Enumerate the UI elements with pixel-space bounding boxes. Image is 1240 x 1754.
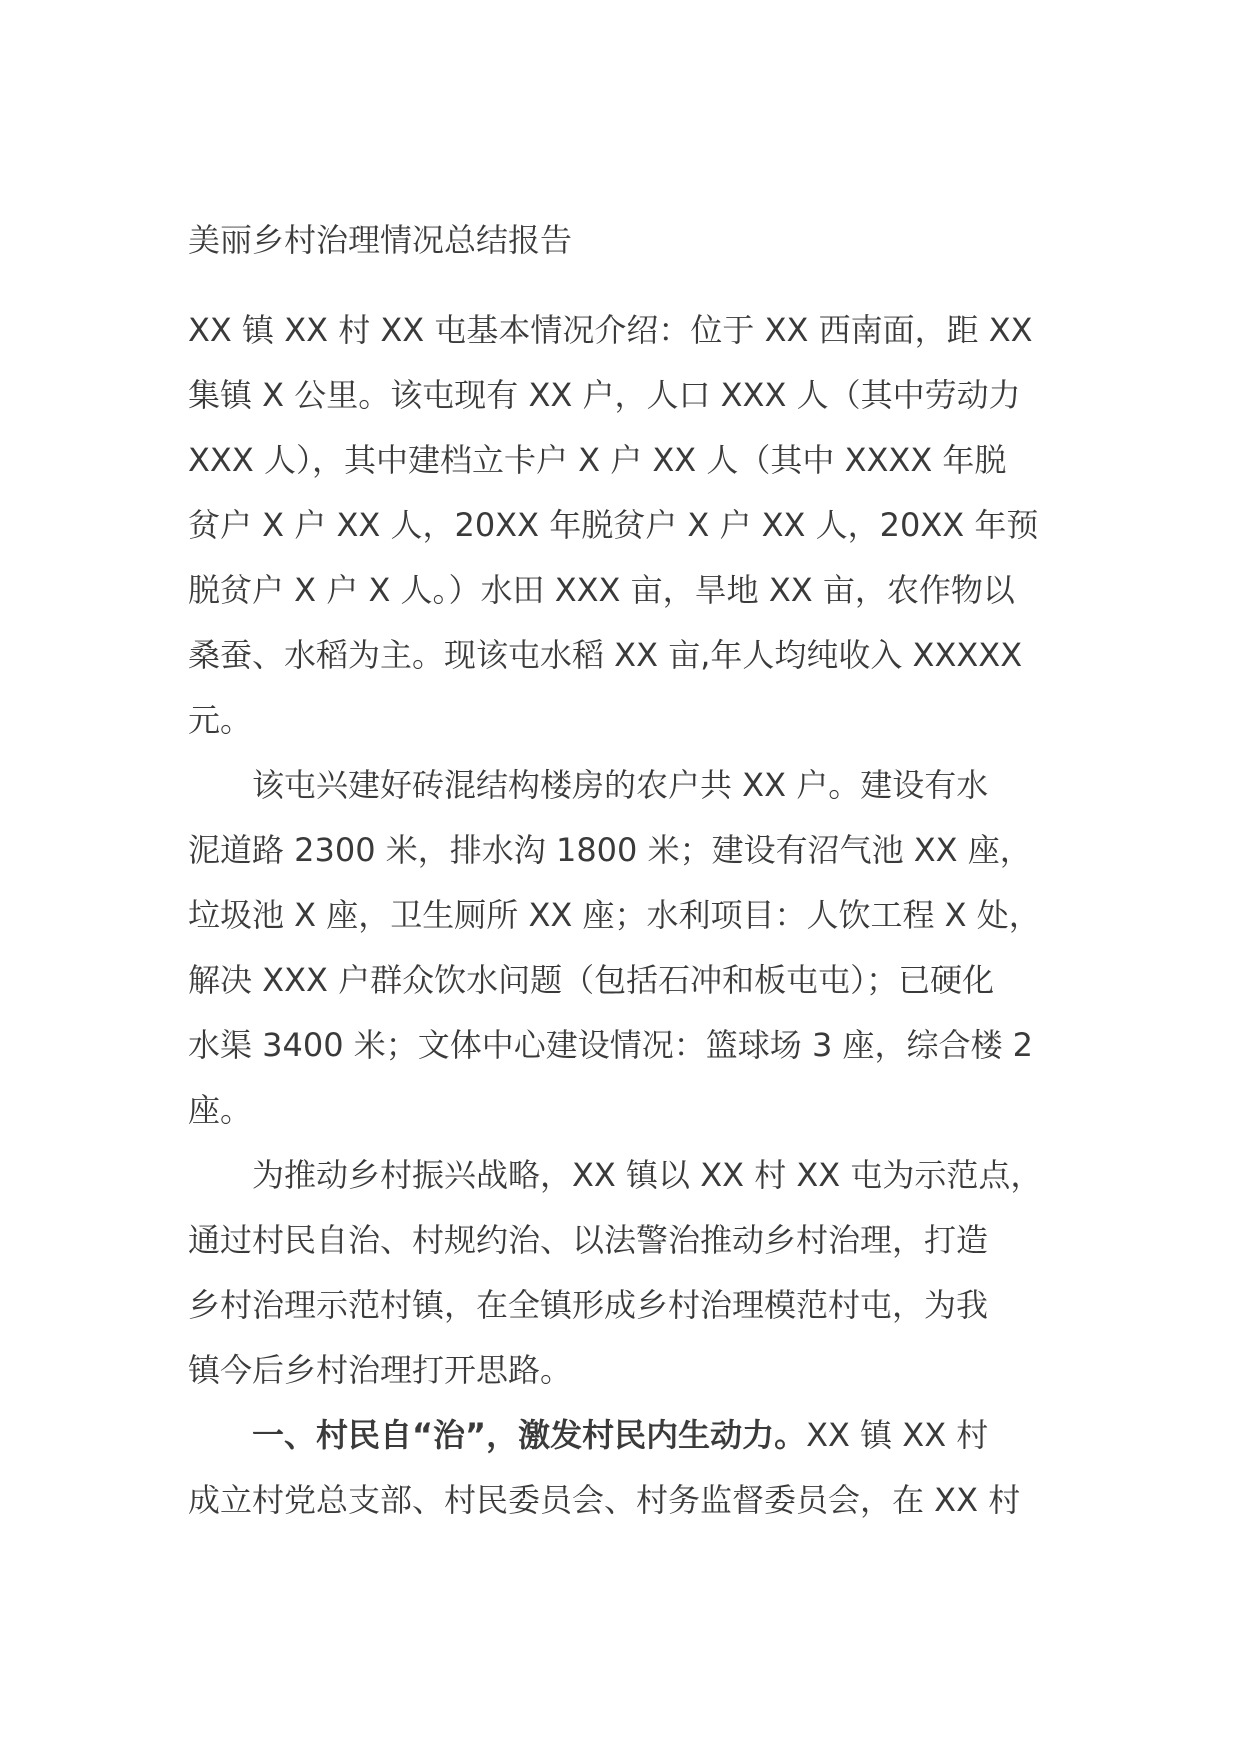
text-line: 脱贫户 X 户 X 人。）水田 XXX 亩，旱地 XX 亩，农作物以: [188, 571, 1015, 609]
text-line: 泥道路 2300 米，排水沟 1800 米；建设有沼气池 XX 座，: [188, 831, 1032, 869]
paragraph-construction: [188, 753, 1088, 1143]
text-line: XX 镇 XX 村: [806, 1416, 989, 1454]
paragraph-section-one: [188, 1403, 1088, 1533]
text-line: 座。: [188, 1091, 253, 1129]
paragraph-basic-info: [188, 298, 1088, 753]
document-title: 美丽乡村治理情况总结报告: [188, 221, 573, 259]
text-line: 成立村党总支部、村民委员会、村务监督委员会，在 XX 村: [188, 1481, 1021, 1519]
text-line: 为推动乡村振兴战略，XX 镇以 XX 村 XX 屯为示范点，: [188, 1156, 1043, 1194]
text-line: 乡村治理示范村镇，在全镇形成乡村治理模范村屯，为我: [188, 1286, 989, 1324]
text-line: 通过村民自治、村规约治、以法警治推动乡村治理，打造: [188, 1221, 989, 1259]
text-line: 该屯兴建好砖混结构楼房的农户共 XX 户。建设有水: [188, 766, 989, 804]
section-heading: 一、村民自“治”，激发村民内生动力。: [188, 1416, 807, 1454]
text-line: 贫户 X 户 XX 人，20XX 年脱贫户 X 户 XX 人，20XX 年预: [188, 506, 1039, 544]
text-line: 水渠 3400 米；文体中心建设情况：篮球场 3 座，综合楼 2: [188, 1026, 1034, 1064]
text-line: 镇今后乡村治理打开思路。: [188, 1351, 573, 1389]
document-body: [188, 298, 1088, 1533]
text-line: 解决 XXX 户群众饮水问题（包括石冲和板屯屯）；已硬化: [188, 961, 995, 999]
text-line: 垃圾池 X 座，卫生厕所 XX 座；水利项目：人饮工程 X 处，: [188, 896, 1041, 934]
paragraph-strategy: [188, 1143, 1088, 1403]
text-line: 桑蚕、水稻为主。现该屯水稻 XX 亩,年人均纯收入 XXXXX: [188, 636, 1023, 674]
text-line: XXX 人），其中建档立卡户 X 户 XX 人（其中 XXXX 年脱: [188, 441, 1007, 479]
text-line: 集镇 X 公里。该屯现有 XX 户，人口 XXX 人（其中劳动力: [188, 376, 1021, 414]
text-line: XX 镇 XX 村 XX 屯基本情况介绍：位于 XX 西南面，距 XX: [188, 311, 1033, 349]
text-line: 元。: [188, 701, 253, 739]
